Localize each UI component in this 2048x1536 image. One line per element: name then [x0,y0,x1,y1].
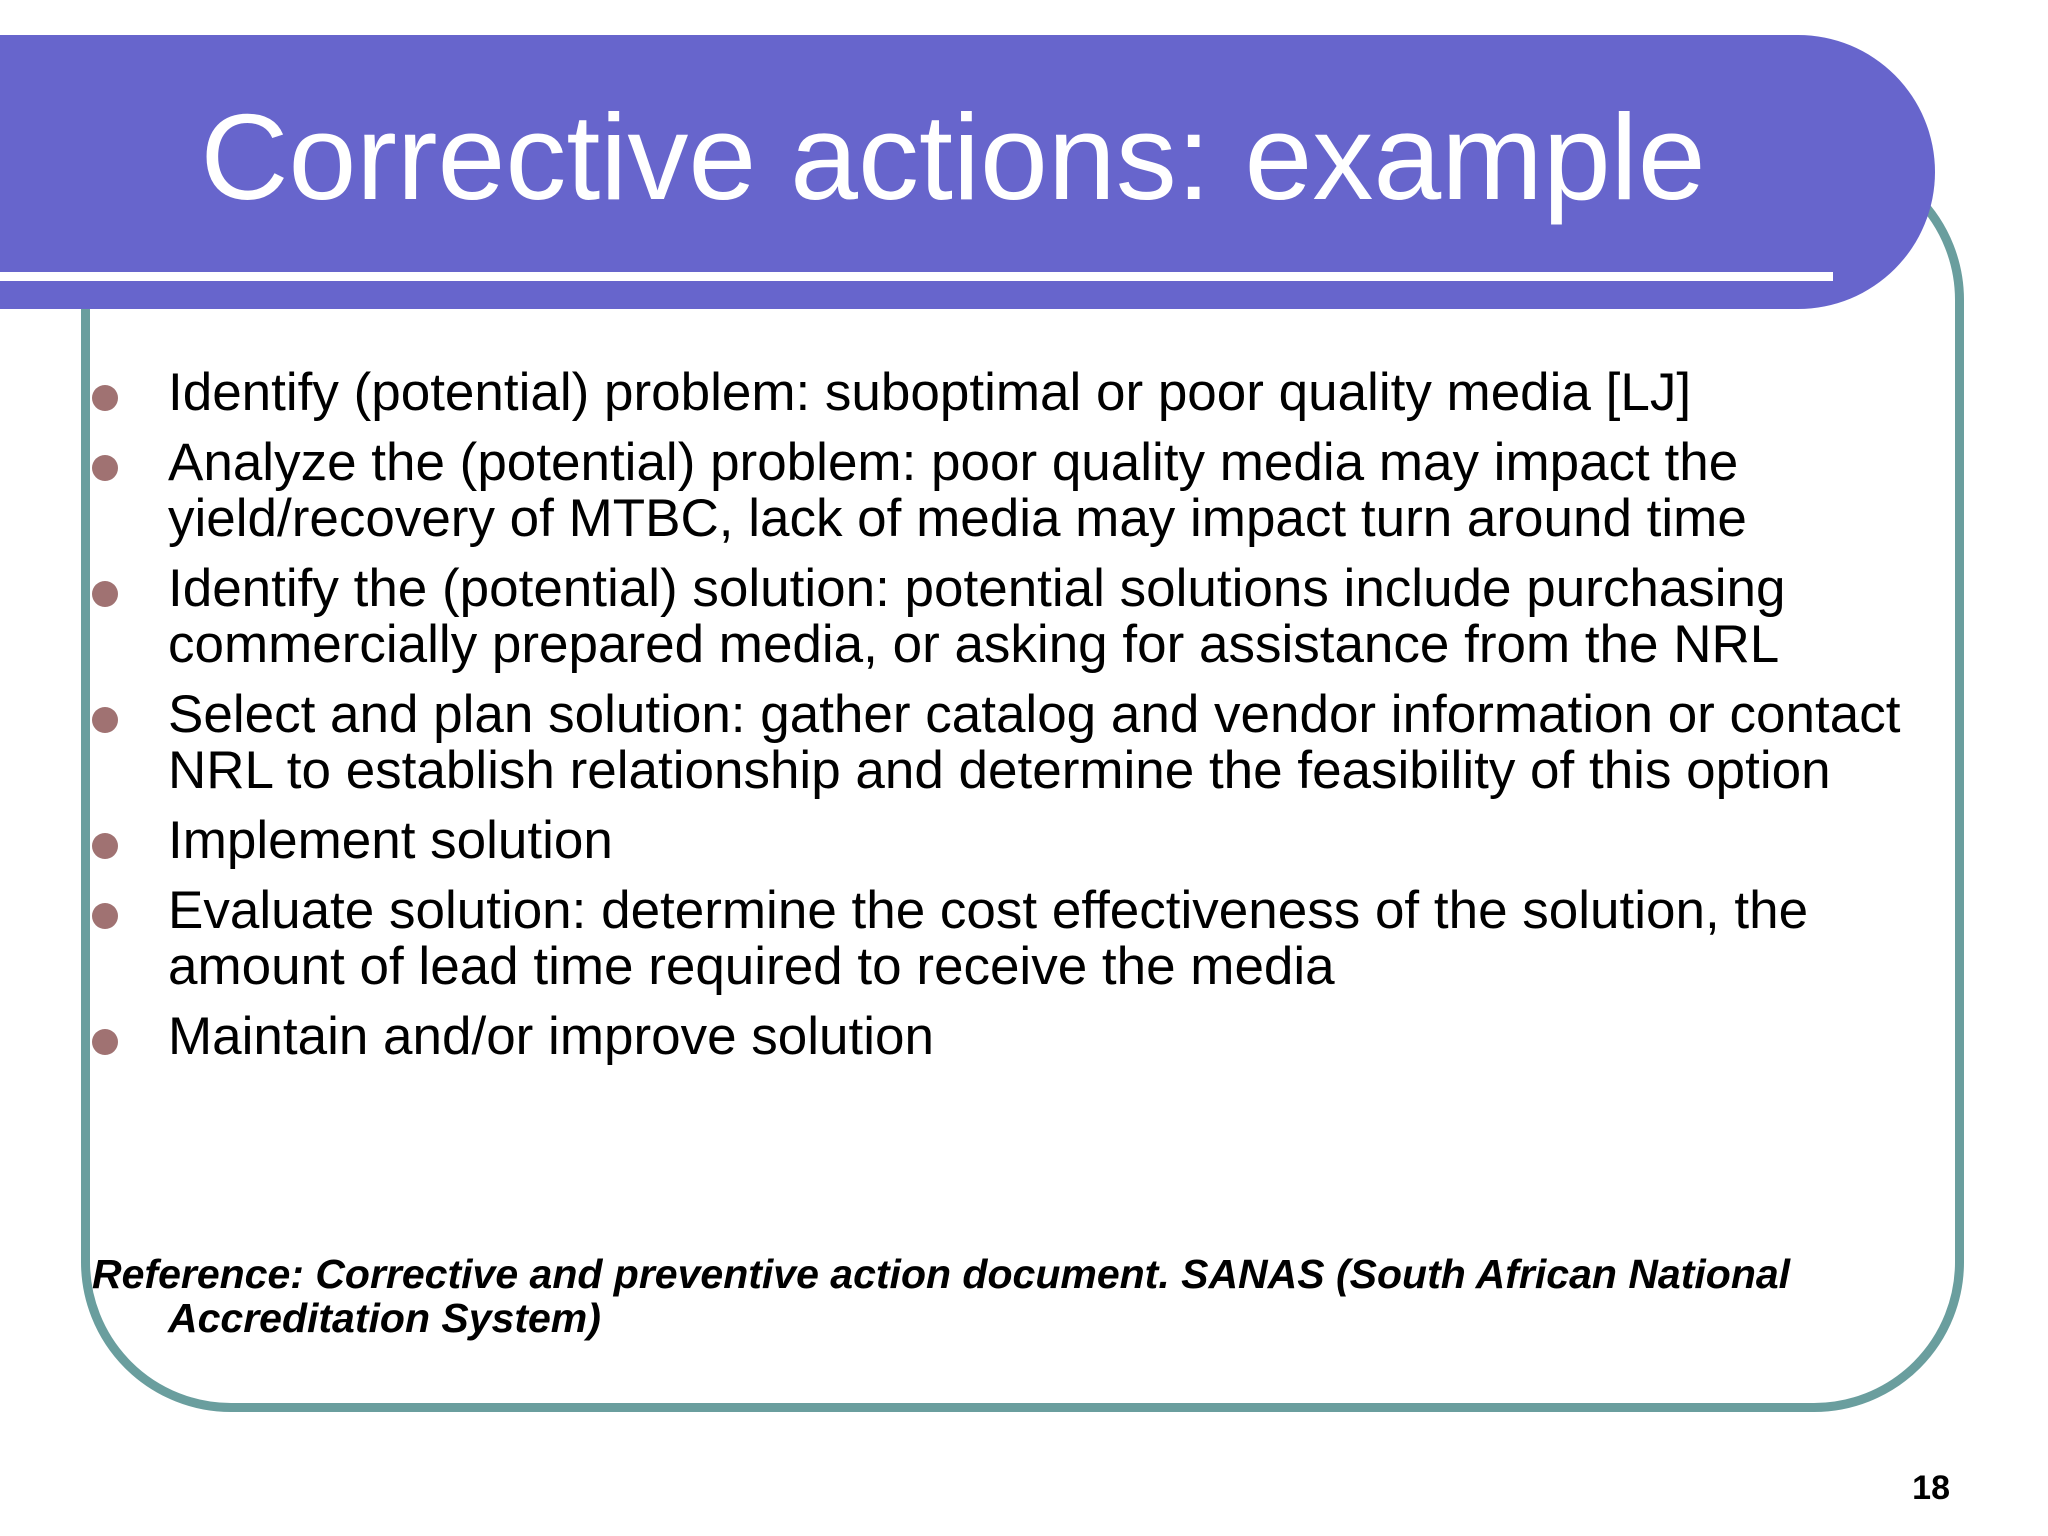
bullet-dot-icon [92,903,118,929]
bullet-dot-icon [92,833,118,859]
title-underline [0,272,1833,281]
page-number: 18 [1912,1469,1950,1507]
bullet-dot-icon [92,385,118,411]
bullet-item [92,435,1962,547]
bullet-dot-icon [92,1029,118,1055]
bullet-text: Identify (potential) problem: suboptimal or poor quality media [LJ] [168,363,1692,422]
bullet-item [92,1009,1962,1065]
bullet-list [92,365,1962,1079]
bullet-text: Implement solution [168,811,613,870]
bullet-item [92,813,1962,869]
bullet-text: Identify the (potential) solution: potential solutions include purchasing commercially prepared media, or asking for assistance from the NRL [168,559,1786,674]
bullet-item [92,687,1962,799]
bullet-item [92,365,1962,421]
slide-title: Corrective actions: example [200,89,1706,225]
bullet-item [92,561,1962,673]
bullet-dot-icon [92,581,118,607]
bullet-text: Analyze the (potential) problem: poor quality media may impact the yield/recovery of MTBC, lack of media may impact turn around time [168,433,1747,548]
bullet-text: Evaluate solution: determine the cost effectiveness of the solution, the amount of lead time required to receive the media [168,881,1809,996]
bullet-item [92,883,1962,995]
bullet-text: Select and plan solution: gather catalog and vendor information or contact NRL to establish relationship and determine the feasibility of this option [168,685,1901,800]
bullet-text: Maintain and/or improve solution [168,1007,934,1066]
reference-note: Reference: Corrective and preventive action document. SANAS (South African National Accreditation System) [92,1251,1791,1341]
bullet-dot-icon [92,707,118,733]
bullet-dot-icon [92,455,118,481]
